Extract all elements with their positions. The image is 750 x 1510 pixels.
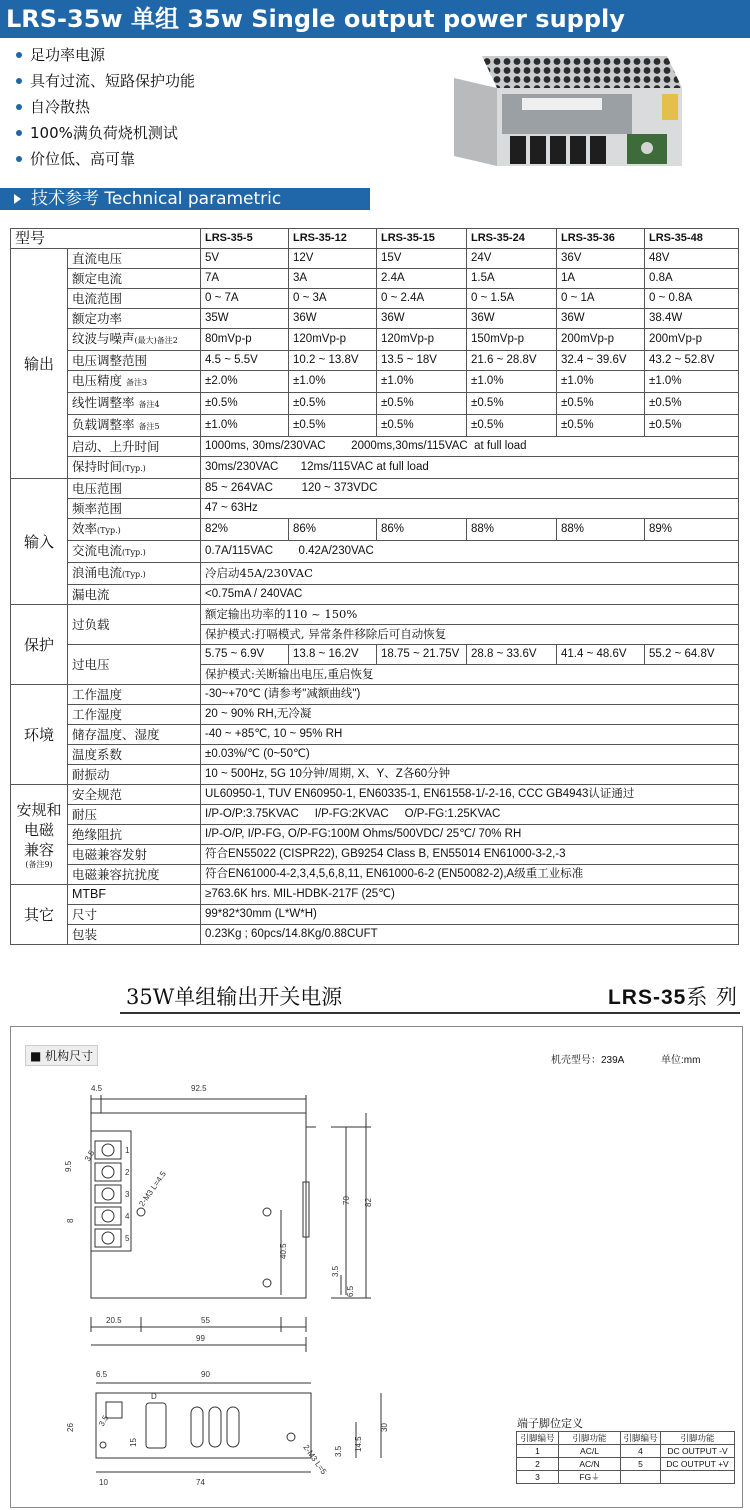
- cell: ±1.0%: [289, 371, 377, 393]
- mech-title: ■ 机构尺寸: [25, 1045, 98, 1066]
- row-label: 电压调整范围: [68, 351, 201, 371]
- cell: 18.75 ~ 21.75V: [377, 645, 467, 665]
- table-row: [11, 499, 739, 519]
- cell: 12V: [289, 249, 377, 269]
- group-protection: 保护: [11, 605, 68, 685]
- table-row: [11, 563, 739, 585]
- cell: ±0.5%: [467, 415, 557, 437]
- cell: 38.4W: [645, 309, 739, 329]
- table-row: [11, 645, 739, 665]
- table-row: [11, 519, 739, 541]
- dimension-label: 10: [99, 1478, 108, 1487]
- cell: ±0.5%: [377, 393, 467, 415]
- dimension-label: 74: [196, 1478, 205, 1487]
- cell: 冷启动45A/230VAC: [201, 563, 739, 585]
- dimension-label: 3.5: [96, 1413, 111, 1428]
- row-label: 电流范围: [68, 289, 201, 309]
- cell: ±0.5%: [645, 415, 739, 437]
- row-label: 绝缘阻抗: [68, 825, 201, 845]
- dimension-label: 90: [201, 1370, 210, 1379]
- group-input: 输入: [11, 479, 68, 605]
- cell: ±0.5%: [201, 393, 289, 415]
- cell: I/P-O/P:3.75KVAC I/P-FG:2KVAC O/P-FG:1.25KVAC: [201, 805, 739, 825]
- row-label: 启动、上升时间: [68, 437, 201, 457]
- table-row: [11, 745, 739, 765]
- cell: 48V: [645, 249, 739, 269]
- cell: 保护模式:关断输出电压,重启恢复: [201, 665, 739, 685]
- cell: 10.2 ~ 13.8V: [289, 351, 377, 371]
- cell: 0.7A/115VAC 0.42A/230VAC: [201, 541, 739, 563]
- dimension-label: 9.5: [64, 1160, 73, 1172]
- unit-label: 单位:mm: [661, 1055, 701, 1066]
- cell: 0 ~ 0.8A: [645, 289, 739, 309]
- row-label: 漏电流: [68, 585, 201, 605]
- model-header: LRS-35-36: [557, 229, 645, 249]
- cell: 15V: [377, 249, 467, 269]
- mechanical-drawing-frame: [10, 1026, 743, 1508]
- table-row: [11, 437, 739, 457]
- table-row: [11, 825, 739, 845]
- cell: ±1.0%: [557, 371, 645, 393]
- cell: -40 ~ +85℃, 10 ~ 95% RH: [201, 725, 739, 745]
- model-header: LRS-35-5: [201, 229, 289, 249]
- table-row: 1 AC/L 4 DC OUTPUT -V: [517, 1445, 735, 1458]
- row-label: 纹波与噪声(最大)备注2: [68, 329, 201, 351]
- table-row: [11, 541, 739, 563]
- cell: 1A: [557, 269, 645, 289]
- terminal-number: 3: [125, 1190, 130, 1199]
- cell: 1.5A: [467, 269, 557, 289]
- group-environment: 环境: [11, 685, 68, 785]
- row-label: 安全规范: [68, 785, 201, 805]
- cell: UL60950-1, TUV EN60950-1, EN60335-1, EN61558-1/-2-16, CCC GB4943认证通过: [201, 785, 739, 805]
- row-label: 工作温度: [68, 685, 201, 705]
- row-label: 交流电流(Typ.): [68, 541, 201, 563]
- feature-item: 自冷散热: [10, 94, 450, 120]
- model-label: 型号: [11, 229, 201, 249]
- table-row: 引脚编号 引脚功能 引脚编号 引脚功能: [517, 1432, 735, 1445]
- power-supply-product-image: [452, 48, 684, 190]
- bullet-icon: [16, 104, 22, 110]
- feature-item: 100%满负荷烧机测试: [10, 120, 450, 146]
- terminal-number: 5: [125, 1234, 130, 1243]
- row-label: 电压范围: [68, 479, 201, 499]
- cell: 0 ~ 7A: [201, 289, 289, 309]
- cell: ≥763.6K hrs. MIL-HDBK-217F (25℃): [201, 885, 739, 905]
- dimension-label: 6.5: [346, 1285, 355, 1297]
- feature-list: [10, 42, 450, 172]
- table-row: 3 FG⏚: [517, 1471, 735, 1484]
- cell: 41.4 ~ 48.6V: [557, 645, 645, 665]
- cell: 13.8 ~ 16.2V: [289, 645, 377, 665]
- cell: 0.8A: [645, 269, 739, 289]
- row-label: 浪涌电流(Typ.): [68, 563, 201, 585]
- tech-parametric-header: 技术参考 Technical parametric: [0, 188, 370, 210]
- cell: ±0.5%: [557, 393, 645, 415]
- cell: 0 ~ 1A: [557, 289, 645, 309]
- cell: 80mVp-p: [201, 329, 289, 351]
- cell: 99*82*30mm (L*W*H): [201, 905, 739, 925]
- cell: 82%: [201, 519, 289, 541]
- cell: 86%: [377, 519, 467, 541]
- table-row: 2 AC/N 5 DC OUTPUT +V: [517, 1458, 735, 1471]
- cell: 保护模式:打嗝模式, 异常条件移除后可自动恢复: [201, 625, 739, 645]
- cell: 120mVp-p: [377, 329, 467, 351]
- row-label: MTBF: [68, 885, 201, 905]
- cell: ±1.0%: [645, 371, 739, 393]
- dimension-label: 2-M3 L=5: [301, 1442, 329, 1477]
- dimension-label: 2-M3 L=4.5: [137, 1169, 168, 1209]
- row-label: 额定电流: [68, 269, 201, 289]
- row-label: 电压精度 备注3: [68, 371, 201, 393]
- cell: 36W: [289, 309, 377, 329]
- table-row: [11, 765, 739, 785]
- table-row: [11, 585, 739, 605]
- cell: 符合EN55022 (CISPR22), GB9254 Class B, EN55014 EN61000-3-2,-3: [201, 845, 739, 865]
- cell: 2.4A: [377, 269, 467, 289]
- model-header: LRS-35-15: [377, 229, 467, 249]
- row-label: 效率(Typ.): [68, 519, 201, 541]
- table-row: [11, 605, 739, 625]
- row-label: 线性调整率 备注4: [68, 393, 201, 415]
- cell: 47 ~ 63Hz: [201, 499, 739, 519]
- cell: I/P-O/P, I/P-FG, O/P-FG:100M Ohms/500VDC/ 25℃/ 70% RH: [201, 825, 739, 845]
- terminal-number: 4: [125, 1212, 130, 1221]
- row-label: 负载调整率 备注5: [68, 415, 201, 437]
- row-label: 尺寸: [68, 905, 201, 925]
- table-row: [11, 705, 739, 725]
- table-row: [11, 249, 739, 269]
- dimension-label: 3.5: [82, 1148, 97, 1163]
- cell: 额定输出功率的110 ~ 150%: [201, 605, 739, 625]
- terminal-number: 1: [125, 1146, 130, 1155]
- cell: 86%: [289, 519, 377, 541]
- cell: 24V: [467, 249, 557, 269]
- table-row: [11, 905, 739, 925]
- cell: ±0.5%: [645, 393, 739, 415]
- cell: 21.6 ~ 28.8V: [467, 351, 557, 371]
- model-header: LRS-35-48: [645, 229, 739, 249]
- cell: 0 ~ 1.5A: [467, 289, 557, 309]
- row-label: 电磁兼容抗扰度: [68, 865, 201, 885]
- pin-definition-title: 端子脚位定义: [517, 1417, 583, 1430]
- dimension-label: 30: [380, 1423, 389, 1432]
- table-row: [11, 309, 739, 329]
- feature-item: 价位低、高可靠: [10, 146, 450, 172]
- cell: 200mVp-p: [645, 329, 739, 351]
- dimension-label: 70: [342, 1196, 351, 1205]
- cell: 36V: [557, 249, 645, 269]
- terminal-number: 2: [125, 1168, 130, 1177]
- group-other: 其它: [11, 885, 68, 945]
- cell: 88%: [467, 519, 557, 541]
- table-row: [11, 269, 739, 289]
- row-label: 包装: [68, 925, 201, 945]
- cell: 36W: [467, 309, 557, 329]
- group-output: 输出: [11, 249, 68, 479]
- row-label: 耐压: [68, 805, 201, 825]
- cell: 0 ~ 3A: [289, 289, 377, 309]
- cell: 150mVp-p: [467, 329, 557, 351]
- dimension-label: 92.5: [191, 1084, 207, 1093]
- cell: 120mVp-p: [289, 329, 377, 351]
- bullet-icon: [16, 130, 22, 136]
- dimension-label: 3.5: [334, 1445, 343, 1457]
- table-row: [11, 371, 739, 393]
- cell: 43.2 ~ 52.8V: [645, 351, 739, 371]
- dimension-label: 14.5: [354, 1436, 363, 1452]
- model-header: LRS-35-12: [289, 229, 377, 249]
- cell: ±1.0%: [201, 415, 289, 437]
- cell: 0 ~ 2.4A: [377, 289, 467, 309]
- cell: 30ms/230VAC 12ms/115VAC at full load: [201, 457, 739, 479]
- table-row: [11, 865, 739, 885]
- dimension-label: 6.5: [96, 1370, 108, 1379]
- table-row: [11, 925, 739, 945]
- cell: ±0.5%: [289, 415, 377, 437]
- table-row: [11, 229, 739, 249]
- cell: ±2.0%: [201, 371, 289, 393]
- cell: ±0.5%: [289, 393, 377, 415]
- page-banner: LRS-35w 单组 35w Single output power supply: [0, 0, 750, 38]
- cell: ±1.0%: [377, 371, 467, 393]
- bullet-icon: [16, 52, 22, 58]
- spec-table: [10, 228, 739, 945]
- bullet-icon: [16, 156, 22, 162]
- feature-item: 足功率电源: [10, 42, 450, 68]
- dimension-label: 4.5: [91, 1084, 103, 1093]
- cell: 32.4 ~ 39.6V: [557, 351, 645, 371]
- cell: 36W: [377, 309, 467, 329]
- cell: 3A: [289, 269, 377, 289]
- table-row: [11, 845, 739, 865]
- cell: 200mVp-p: [557, 329, 645, 351]
- case-type: 机壳型号：239A: [551, 1055, 625, 1066]
- table-row: [11, 785, 739, 805]
- row-label: 直流电压: [68, 249, 201, 269]
- cell: 88%: [557, 519, 645, 541]
- pin-table: [516, 1431, 735, 1484]
- row-label: 保持时间(Typ.): [68, 457, 201, 479]
- row-label: 过电压: [68, 645, 201, 685]
- feature-item: 具有过流、短路保护功能: [10, 68, 450, 94]
- cell: 28.8 ~ 33.6V: [467, 645, 557, 665]
- group-safety-emc: 安规和 电磁 兼容 (备注9): [11, 785, 68, 885]
- triangle-icon: [14, 194, 21, 204]
- dimension-label: 82: [364, 1198, 373, 1207]
- terminal-block: [95, 1141, 121, 1247]
- cell: 89%: [645, 519, 739, 541]
- cell: 5.75 ~ 6.9V: [201, 645, 289, 665]
- cell: ±1.0%: [467, 371, 557, 393]
- row-label: 额定功率: [68, 309, 201, 329]
- cell: -30~+70℃ (请参考"减额曲线"): [201, 685, 739, 705]
- row-label: 储存温度、湿度: [68, 725, 201, 745]
- dimension-label: 99: [196, 1334, 205, 1343]
- dimension-label: 15: [129, 1438, 138, 1447]
- table-row: [11, 685, 739, 705]
- row-label: 工作湿度: [68, 705, 201, 725]
- table-row: [11, 479, 739, 499]
- dimension-label: 20.5: [106, 1316, 122, 1325]
- dimension-label: D: [151, 1392, 157, 1401]
- dimension-label: 55: [201, 1316, 210, 1325]
- cell: 7A: [201, 269, 289, 289]
- dimension-label: 26: [66, 1423, 75, 1432]
- model-header: LRS-35-24: [467, 229, 557, 249]
- table-row: [11, 351, 739, 371]
- row-label: 耐振动: [68, 765, 201, 785]
- cell: 1000ms, 30ms/230VAC 2000ms,30ms/115VAC at full load: [201, 437, 739, 457]
- table-row: [11, 457, 739, 479]
- table-row: [11, 329, 739, 351]
- cell: ±0.03%/℃ (0~50℃): [201, 745, 739, 765]
- cell: 5V: [201, 249, 289, 269]
- cell: 0.23Kg ; 60pcs/14.8Kg/0.88CUFT: [201, 925, 739, 945]
- cell: 20 ~ 90% RH,无冷凝: [201, 705, 739, 725]
- dimension-label: 3.5: [331, 1265, 340, 1277]
- row-label: 过负载: [68, 605, 201, 645]
- cell: 10 ~ 500Hz, 5G 10分钟/周期, X、Y、Z各60分钟: [201, 765, 739, 785]
- cell: 13.5 ~ 18V: [377, 351, 467, 371]
- cell: ±0.5%: [377, 415, 467, 437]
- dimension-label: 8: [66, 1218, 75, 1223]
- row-label: 电磁兼容发射: [68, 845, 201, 865]
- row-label: 频率范围: [68, 499, 201, 519]
- cell: <0.75mA / 240VAC: [201, 585, 739, 605]
- row-label: 温度系数: [68, 745, 201, 765]
- table-row: [11, 415, 739, 437]
- table-row: [11, 805, 739, 825]
- bullet-icon: [16, 78, 22, 84]
- cell: 符合EN61000-4-2,3,4,5,6,8,11, EN61000-6-2 (EN50082-2),A级重工业标准: [201, 865, 739, 885]
- cell: 4.5 ~ 5.5V: [201, 351, 289, 371]
- cell: ±0.5%: [467, 393, 557, 415]
- cell: 55.2 ~ 64.8V: [645, 645, 739, 665]
- cell: 85 ~ 264VAC 120 ~ 373VDC: [201, 479, 739, 499]
- table-row: [11, 885, 739, 905]
- dimension-label: 40.5: [279, 1243, 288, 1259]
- section-title: 35W单组输出开关电源 LRS-35系 列: [120, 982, 740, 1014]
- cell: 35W: [201, 309, 289, 329]
- table-row: [11, 393, 739, 415]
- cell: 36W: [557, 309, 645, 329]
- table-row: [11, 725, 739, 745]
- cell: ±0.5%: [557, 415, 645, 437]
- table-row: [11, 289, 739, 309]
